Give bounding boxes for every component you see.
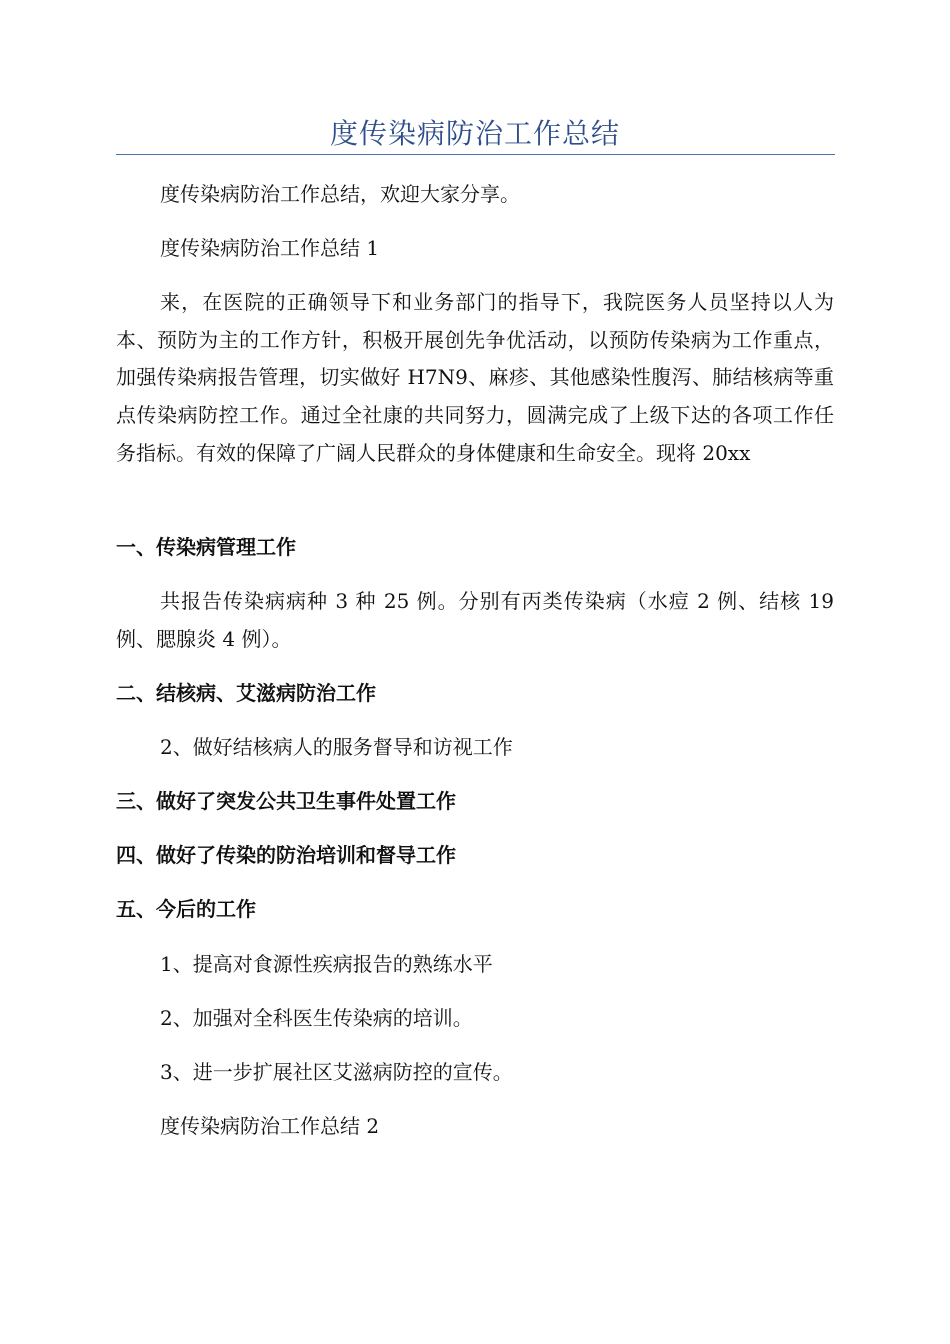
heading-1-text: 共报告传染病病种 3 种 25 例。分别有丙类传染病（水痘 2 例、结核 19 例、腮腺炎 4 例）。 xyxy=(116,589,834,651)
heading-3: 三、做好了突发公共卫生事件处置工作 xyxy=(116,789,456,813)
title-underline xyxy=(116,154,835,155)
heading-4: 四、做好了传染的防治培训和督导工作 xyxy=(116,843,456,867)
heading-1: 一、传染病管理工作 xyxy=(116,535,296,559)
future-item-3: 3、进一步扩展社区艾滋病防控的宣传。 xyxy=(160,1060,513,1084)
section-2-title: 度传染病防治工作总结 2 xyxy=(160,1114,380,1138)
future-item-1: 1、提高对食源性疾病报告的熟练水平 xyxy=(160,952,493,976)
page-title: 度传染病防治工作总结 xyxy=(329,117,620,150)
future-item-2: 2、加强对全科医生传染病的培训。 xyxy=(160,1006,473,1030)
intro-paragraph: 度传染病防治工作总结，欢迎大家分享。 xyxy=(160,182,520,206)
heading-5: 五、今后的工作 xyxy=(116,897,256,921)
heading-2-item: 2、做好结核病人的服务督导和访视工作 xyxy=(160,735,513,759)
section-1-title: 度传染病防治工作总结 1 xyxy=(160,236,380,260)
body-paragraph: 来，在医院的正确领导下和业务部门的指导下，我院医务人员坚持以人为本、预防为主的工作方针，积极开展创先争优活动，以预防传染病为工作重点，加强传染病报告管理，切实做好 H7N9、麻疹、其他感染性腹泻、肺结核病等重点传染病防控工作。通过全社康的共同努力，圆满完成了上级下达的各项工作任务指标。有效的保障了广阔人民群众的身体健康和生命安全。现将 20xx xyxy=(116,290,834,465)
heading-2: 二、结核病、艾滋病防治工作 xyxy=(116,681,376,705)
